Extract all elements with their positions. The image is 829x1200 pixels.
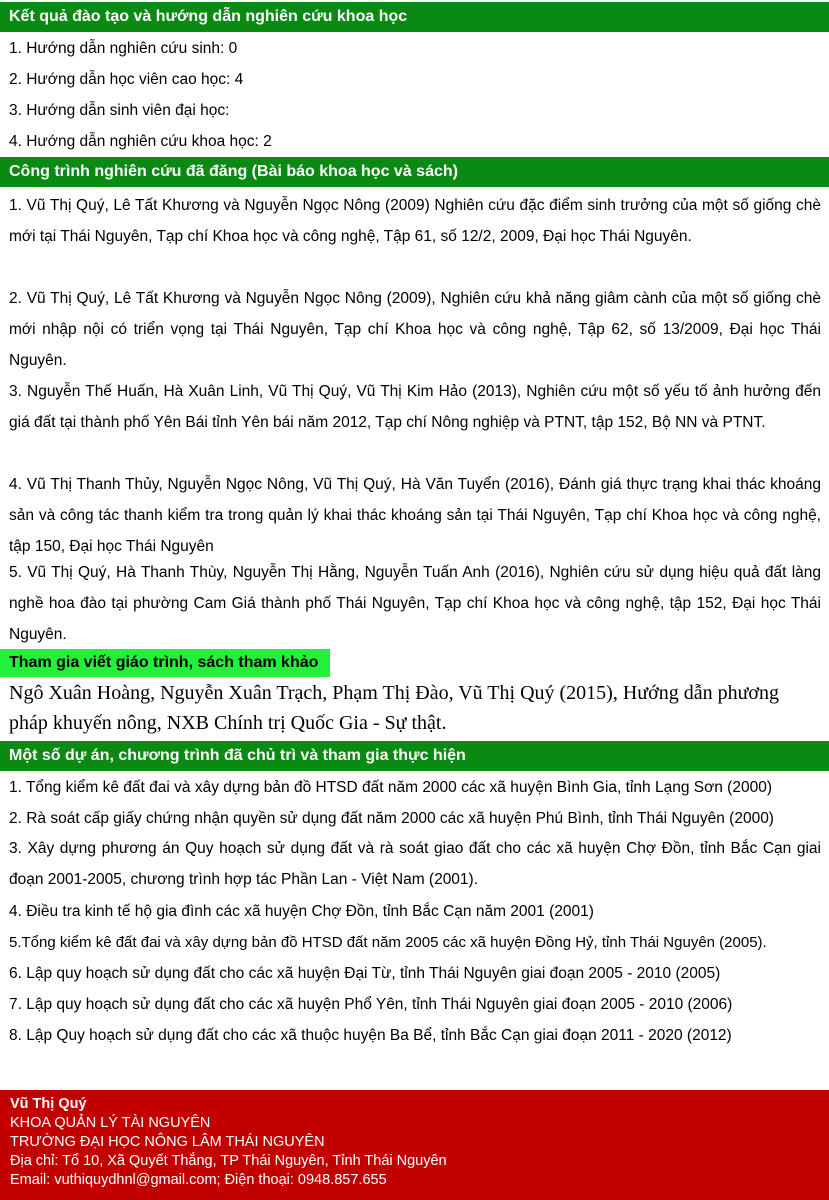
footer-department: KHOA QUẢN LÝ TÀI NGUYÊN — [10, 1115, 211, 1131]
section-header-projects: Một số dự án, chương trình đã chủ trì và tham gia thực hiện — [0, 741, 829, 771]
section-header-training: Kết quả đào tạo và hướng dẫn nghiên cứu khoa học — [0, 2, 829, 32]
publication-item-4: 4. Vũ Thị Thanh Thủy, Nguyễn Ngọc Nông, Vũ Thị Quý, Hà Văn Tuyển (2016), Đánh giá thực trạng khai thác khoáng sản và công tác thanh kiểm tra trong quản lý khai thác khoáng sản tại Thái Nguyên, Tạp chí Khoa học và công nghệ, tập 150, Đại học Thái Nguyên — [9, 476, 821, 555]
footer-contact: Email: vuthiquydhnl@gmail.com; Điện thoại: 0948.857.655 — [10, 1172, 387, 1188]
publication-item-5: 5. Vũ Thị Quý, Hà Thanh Thùy, Nguyễn Thị Hằng, Nguyễn Tuấn Anh (2016), Nghiên cứu sử dụng hiệu quả đất làng nghề hoa đào tại phường Cam Giá thành phố Thái Nguyên, Tạp chí Khoa học và công nghệ, tập 152, Đại học Thái Nguyên. — [9, 564, 821, 643]
training-item-2: 2. Hướng dẫn học viên cao học: 4 — [9, 71, 244, 88]
footer — [0, 1090, 829, 1200]
project-item-1: 1. Tổng kiểm kê đất đai và xây dựng bản đồ HTSD đất năm 2000 các xã huyện Bình Gia, tỉnh Lạng Sơn (2000) — [9, 779, 772, 796]
project-item-2: 2. Rà soát cấp giấy chứng nhận quyền sử dụng đất năm 2000 các xã huyện Phú Bình, tỉnh Thái Nguyên (2000) — [9, 810, 774, 827]
section-header-textbooks: Tham gia viết giáo trình, sách tham khảo — [0, 649, 330, 677]
project-item-3: 3. Xây dựng phương án Quy hoạch sử dụng đất và rà soát giao đất cho các xã huyện Chợ Đồn, tỉnh Bắc Cạn giai đoạn 2001-2005, chương trình hợp tác Phần Lan - Việt Nam (2001). — [9, 840, 821, 888]
training-item-4: 4. Hướng dẫn nghiên cứu khoa học: 2 — [9, 133, 272, 150]
project-item-5: 5.Tổng kiểm kê đất đai và xây dựng bản đồ HTSD đất năm 2005 các xã huyện Đồng Hỷ, tỉnh Thái Nguyên (2005). — [9, 934, 767, 951]
publication-item-3: 3. Nguyễn Thế Huấn, Hà Xuân Linh, Vũ Thị Quý, Vũ Thị Kim Hảo (2013), Nghiên cứu một số yếu tố ảnh hưởng đến giá đất tại thành phố Yên Bái tỉnh Yên bái năm 2012, Tạp chí Nông nghiệp và PTNT, tập 152, Bộ NN và PTNT. — [9, 383, 821, 431]
training-item-3: 3. Hướng dẫn sinh viên đại học: — [9, 102, 230, 119]
training-item-1: 1. Hướng dẫn nghiên cứu sinh: 0 — [9, 40, 238, 57]
footer-address: Địa chỉ: Tổ 10, Xã Quyết Thắng, TP Thái Nguyên, Tỉnh Thái Nguyên — [10, 1153, 447, 1169]
publication-item-1: 1. Vũ Thị Quý, Lê Tất Khương và Nguyễn Ngọc Nông (2009) Nghiên cứu đặc điểm sinh trưởng của một số giống chè mới tại Thái Nguyên, Tạp chí Khoa học và công nghệ, Tập 61, số 12/2, 2009, Đại học Thái Nguyên. — [9, 197, 821, 245]
project-item-4: 4. Điều tra kinh tế hộ gia đình các xã huyện Chợ Đồn, tỉnh Bắc Cạn năm 2001 (2001) — [9, 903, 594, 920]
section-header-publications: Công trình nghiên cứu đã đăng (Bài báo khoa học và sách) — [0, 157, 829, 187]
project-item-6: 6. Lập quy hoạch sử dụng đất cho các xã huyện Đại Từ, tỉnh Thái Nguyên giai đoạn 2005 - 2010 (2005) — [9, 965, 721, 982]
footer-name: Vũ Thị Quý — [10, 1096, 87, 1112]
publication-item-2: 2. Vũ Thị Quý, Lê Tất Khương và Nguyễn Ngọc Nông (2009), Nghiên cứu khả năng giâm cành của một số giống chè mới nhập nội có triển vọng tại Thái Nguyên, Tạp chí Khoa học và công nghệ, Tập 62, số 13/2009, Đại học Thái Nguyên. — [9, 290, 821, 369]
textbook-entry: Ngô Xuân Hoàng, Nguyễn Xuân Trạch, Phạm Thị Đào, Vũ Thị Quý (2015), Hướng dẫn phương pháp khuyến nông, NXB Chính trị Quốc Gia - Sự thật. — [9, 682, 779, 734]
project-item-7: 7. Lập quy hoạch sử dụng đất cho các xã huyện Phổ Yên, tỉnh Thái Nguyên giai đoạn 2005 - 2010 (2006) — [9, 996, 733, 1013]
footer-university: TRƯỜNG ĐẠI HỌC NÔNG LÂM THÁI NGUYÊN — [10, 1134, 325, 1150]
project-item-8: 8. Lập Quy hoạch sử dụng đất cho các xã thuộc huyện Ba Bể, tỉnh Bắc Cạn giai đoạn 2011 - 2020 (2012) — [9, 1027, 732, 1044]
